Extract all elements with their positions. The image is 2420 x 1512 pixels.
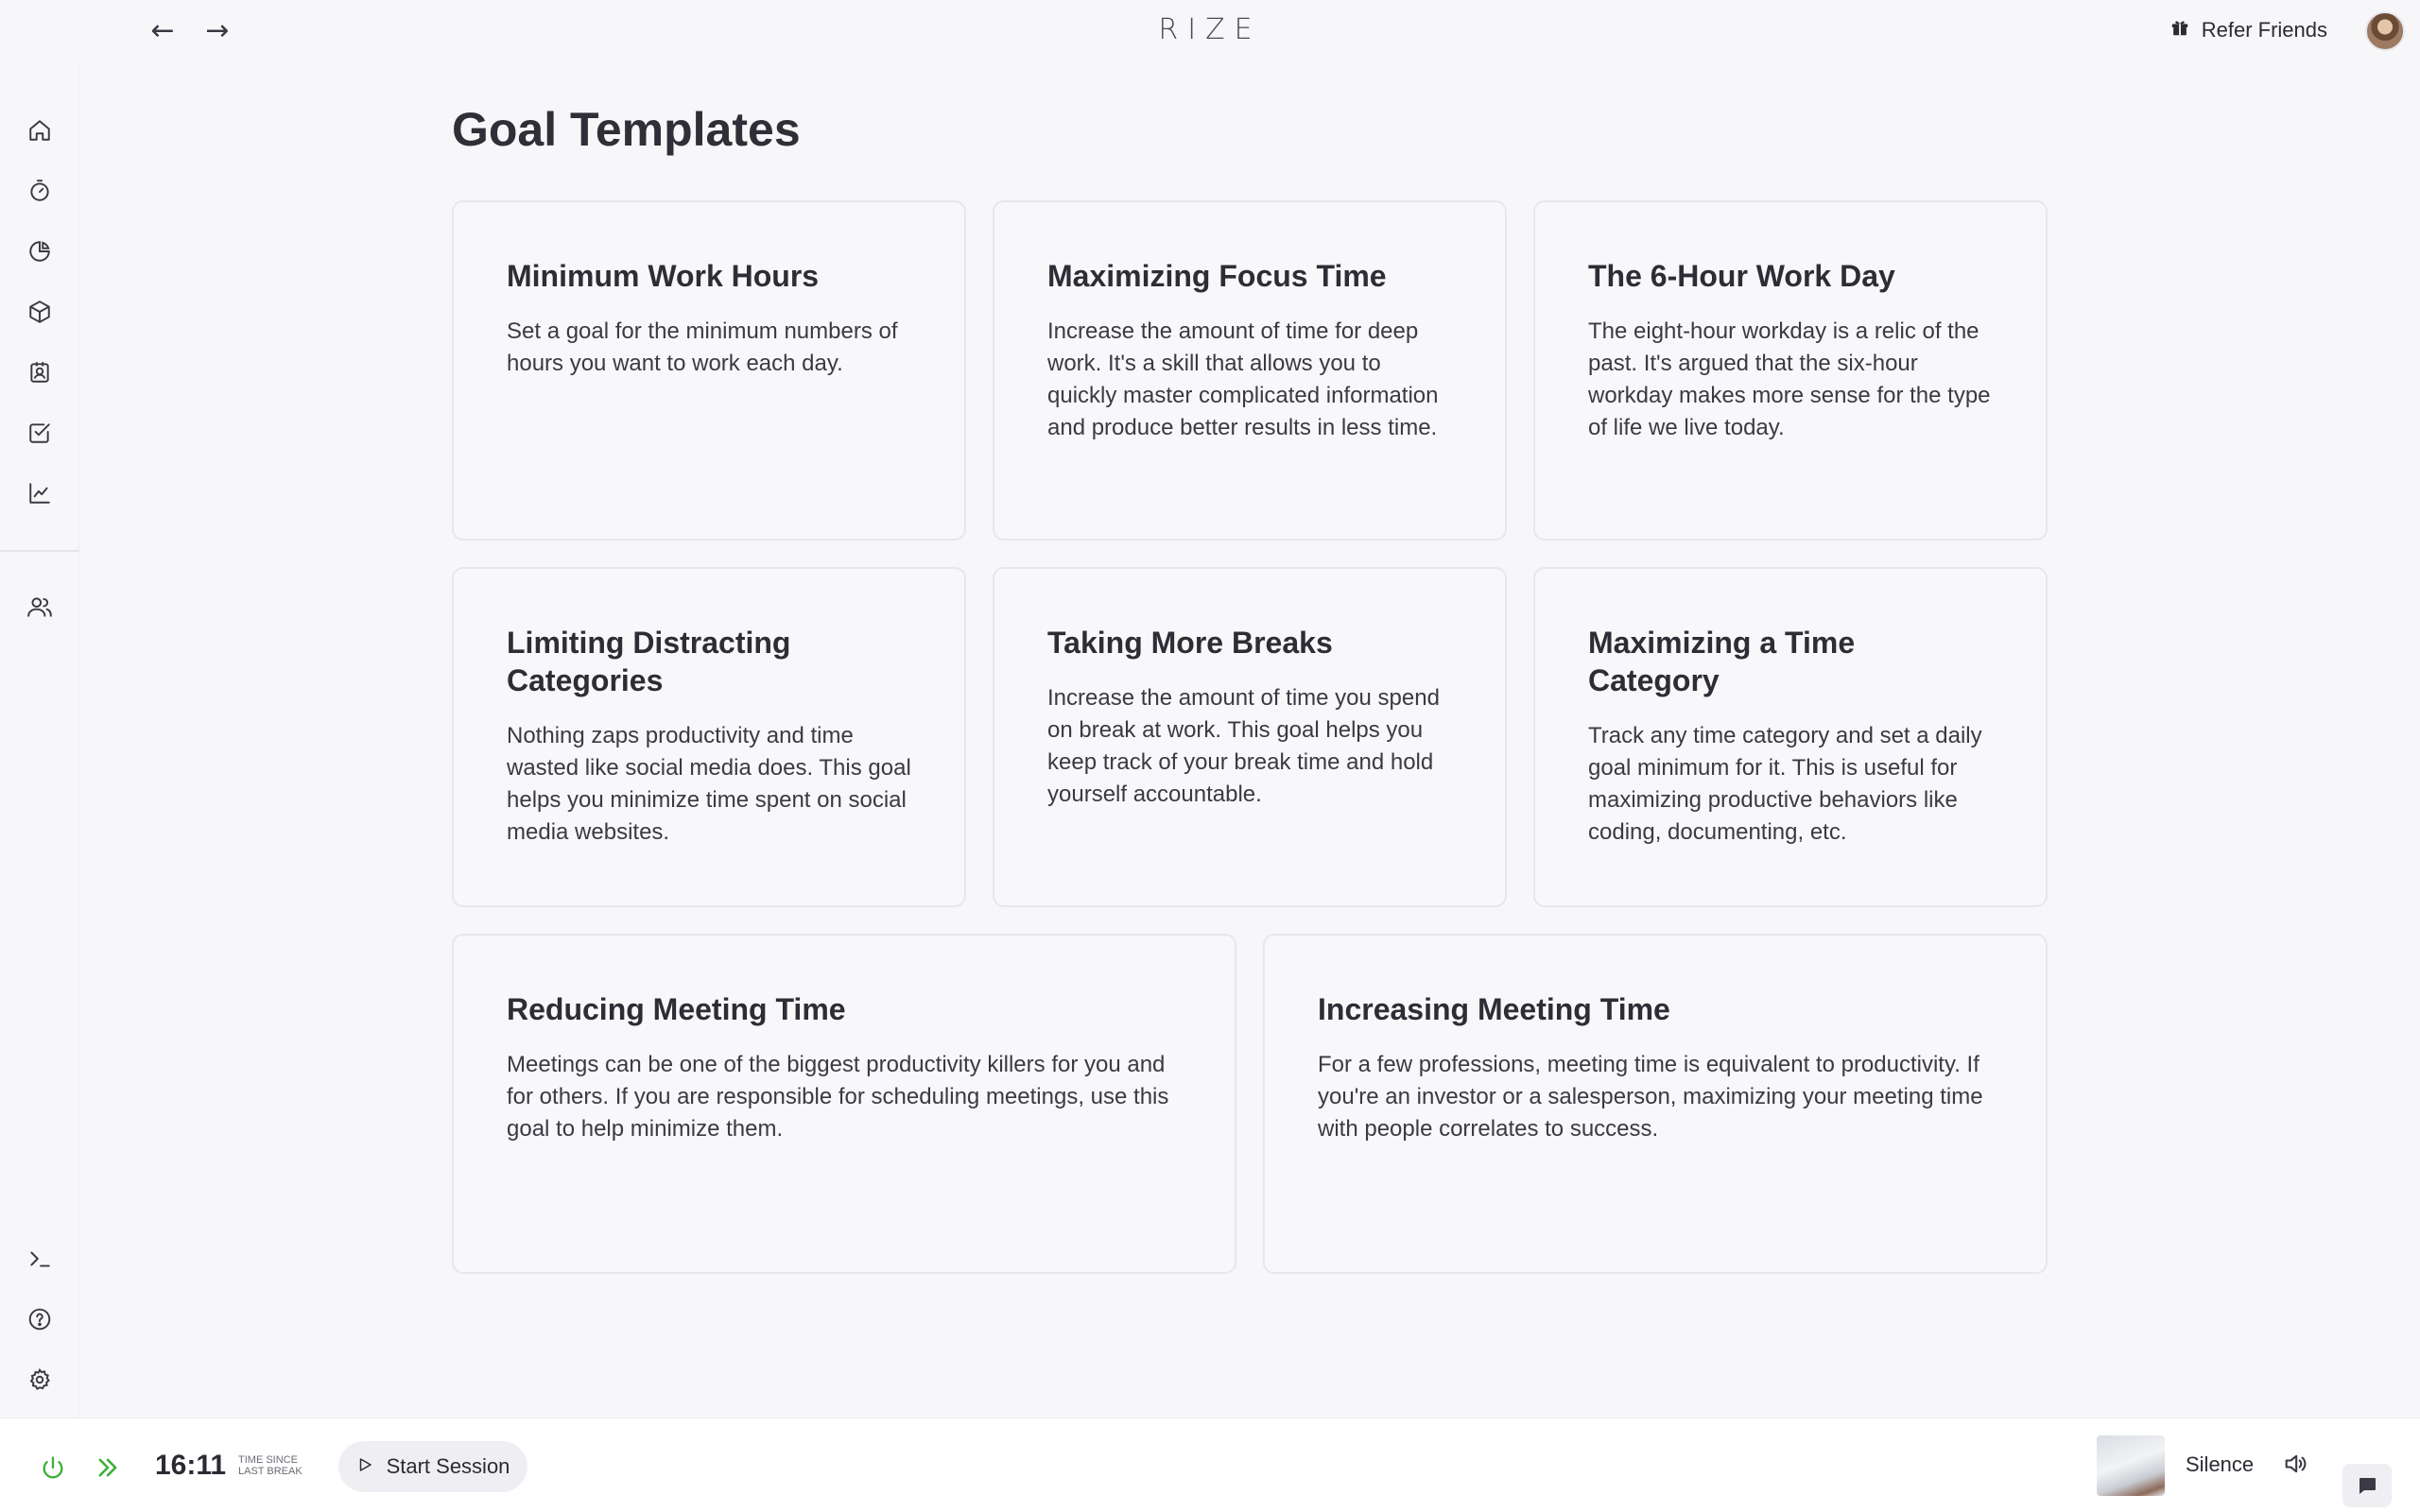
refer-friends-button[interactable]	[2169, 17, 2327, 43]
break-timer: 16:11	[155, 1450, 227, 1481]
card-title: The 6-Hour Work Day	[1588, 259, 1895, 293]
pie-chart-icon[interactable]	[21, 232, 59, 270]
power-icon[interactable]	[34, 1449, 72, 1486]
card-description: Increase the amount of time you spend on break at work. This goal helps you keep track of your break time and hold yourself accountable.	[1047, 685, 1440, 807]
start-session-button[interactable]	[338, 1441, 527, 1492]
card-title: Maximizing a Time Category	[1588, 626, 1856, 697]
soundscape-label: Silence	[2186, 1452, 2255, 1476]
sidebar	[0, 64, 79, 1418]
card-description: Meetings can be one of the biggest productivity killers for you and for others. If you are responsible for scheduling meetings, use this goal to help minimize them.	[507, 1052, 1169, 1142]
box-icon[interactable]	[21, 293, 59, 331]
goal-template-card[interactable]	[452, 567, 966, 907]
timer-icon[interactable]	[21, 172, 59, 210]
volume-icon[interactable]	[2278, 1447, 2312, 1481]
card-description: Track any time category and set a daily goal minimum for it. This is useful for maximizing productive behaviors like coding, documenting, etc.	[1588, 723, 1982, 845]
card-title: Limiting Distracting Categories	[507, 626, 791, 697]
checkbox-icon[interactable]	[21, 414, 59, 452]
card-description: Set a goal for the minimum numbers of hours you want to work each day.	[507, 318, 898, 376]
goal-template-card[interactable]	[452, 934, 1236, 1274]
top-bar	[0, 0, 2420, 64]
line-chart-icon[interactable]	[21, 474, 59, 512]
forward-arrow-icon[interactable]: →	[205, 13, 230, 47]
goal-template-card[interactable]	[452, 200, 966, 541]
timer-label	[238, 1454, 302, 1477]
card-title: Minimum Work Hours	[507, 259, 820, 293]
card-title: Maximizing Focus Time	[1047, 259, 1387, 293]
bottom-bar	[0, 1418, 2420, 1512]
goal-template-card[interactable]	[993, 567, 1507, 907]
card-description: Increase the amount of time for deep work. It's a skill that allows you to quickly master complicated information and produce better results in less time.	[1047, 318, 1439, 440]
timer-label-line1: TIME SINCE	[238, 1454, 298, 1466]
home-icon[interactable]	[21, 112, 59, 149]
card-title: Taking More Breaks	[1047, 626, 1333, 660]
back-arrow-icon[interactable]: ←	[150, 13, 175, 47]
help-icon[interactable]	[21, 1300, 59, 1338]
timer-label-line2: LAST BREAK	[238, 1466, 302, 1477]
chat-icon[interactable]	[2342, 1464, 2392, 1507]
goal-template-card[interactable]	[1533, 567, 2048, 907]
goal-template-card[interactable]	[1533, 200, 2048, 541]
page-title: Goal Templates	[452, 103, 801, 156]
goal-template-card[interactable]	[993, 200, 1507, 541]
sidebar-divider	[0, 550, 79, 552]
start-session-label: Start Session	[386, 1454, 510, 1478]
card-description: Nothing zaps productivity and time wasted like social media does. This goal helps you minimize time spent on social media websites.	[507, 723, 911, 845]
card-description: For a few professions, meeting time is equivalent to productivity. If you're an investor or a salesperson, maximizing your meeting time with people correlates to success.	[1318, 1052, 1983, 1142]
terminal-icon[interactable]	[21, 1240, 59, 1278]
gift-icon	[2169, 17, 2190, 43]
avatar[interactable]	[2365, 11, 2405, 51]
app-logo: RIZE	[1158, 13, 1262, 46]
settings-icon[interactable]	[21, 1361, 59, 1399]
card-title: Increasing Meeting Time	[1318, 992, 1670, 1026]
refer-friends-label: Refer Friends	[2201, 18, 2327, 42]
goal-template-card[interactable]	[1263, 934, 2048, 1274]
soundscape-thumbnail[interactable]	[2097, 1435, 2165, 1496]
badge-icon[interactable]	[21, 353, 59, 391]
play-icon	[356, 1454, 373, 1479]
card-title: Reducing Meeting Time	[507, 992, 846, 1026]
fast-forward-icon[interactable]	[89, 1449, 127, 1486]
team-icon[interactable]	[21, 588, 59, 626]
card-description: The eight-hour workday is a relic of the past. It's argued that the six-hour workday makes more sense for the type of life we live today.	[1588, 318, 1991, 440]
